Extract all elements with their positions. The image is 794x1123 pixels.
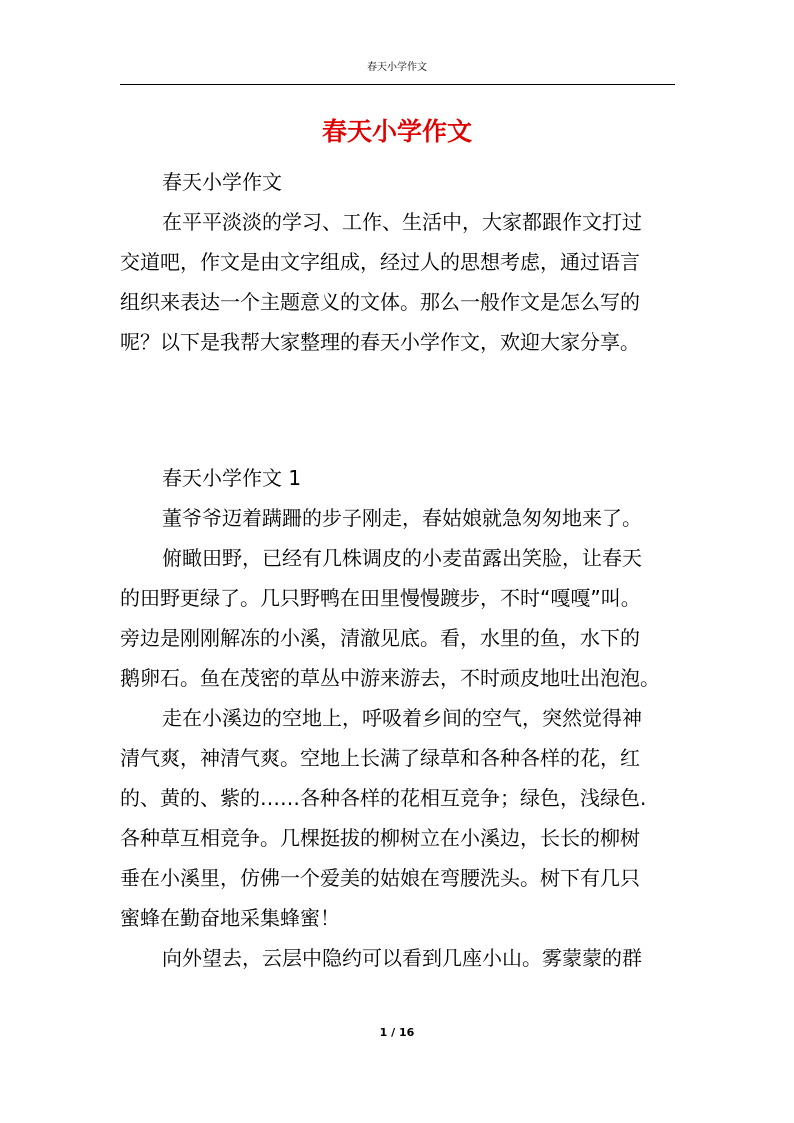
paragraph-line: 俯瞰田野，已经有几株调皮的小麦苗露出笑脸，让春天 [162,546,642,570]
paragraph-line: 交道吧，作文是由文字组成，经过人的思想考虑，通过语言 [120,250,640,274]
paragraph-line: 呢？以下是我帮大家整理的春天小学作文，欢迎大家分享。 [120,330,640,354]
intro-paragraph [120,202,676,362]
intro-heading: 春天小学作文 [162,170,282,194]
body-paragraph [120,938,676,978]
paragraph-line: 旁边是刚刚解冻的小溪，清澈见底。看，水里的鱼，水下的 [120,626,640,650]
section-heading: 春天小学作文 1 [162,466,302,490]
running-header: 春天小学作文 [367,62,427,73]
paragraph-line: 走在小溪边的空地上，呼吸着乡间的空气，突然觉得神 [162,706,642,730]
paragraph-line: 各种草互相竞争。几棵挺拔的柳树立在小溪边，长长的柳树 [120,826,640,850]
paragraph-line: 向外望去，云层中隐约可以看到几座小山。雾蒙蒙的群 [162,946,642,970]
paragraph-line: 清气爽，神清气爽。空地上长满了绿草和各种各样的花，红 [120,746,640,770]
body-paragraph [120,498,676,538]
paragraph-line: 的田野更绿了。几只野鸭在田里慢慢踱步，不时“嘎嘎”叫。 [120,586,641,610]
paragraph-line: 蜜蜂在勤奋地采集蜂蜜！ [120,906,340,930]
body-paragraph [120,698,676,938]
page-number: 1 / 16 [379,1026,415,1039]
document-title: 春天小学作文 [321,117,472,146]
paragraph-line: 鹅卵石。鱼在茂密的草丛中游来游去，不时顽皮地吐出泡泡。 [120,666,660,690]
paragraph-line: 董爷爷迈着蹒跚的步子刚走，春姑娘就急匆匆地来了。 [162,506,642,530]
header-divider [120,84,675,85]
body-paragraph [120,538,676,698]
paragraph-line: 在平平淡淡的学习、工作、生活中，大家都跟作文打过 [162,210,642,234]
document-body [120,162,676,978]
paragraph-line: 垂在小溪里，仿佛一个爱美的姑娘在弯腰洗头。树下有几只 [120,866,640,890]
paragraph-line: 组织来表达一个主题意义的文体。那么一般作文是怎么写的 [120,290,640,314]
paragraph-line: 的、黄的、紫的……各种各样的花相互竞争；绿色，浅绿色. [120,786,647,810]
